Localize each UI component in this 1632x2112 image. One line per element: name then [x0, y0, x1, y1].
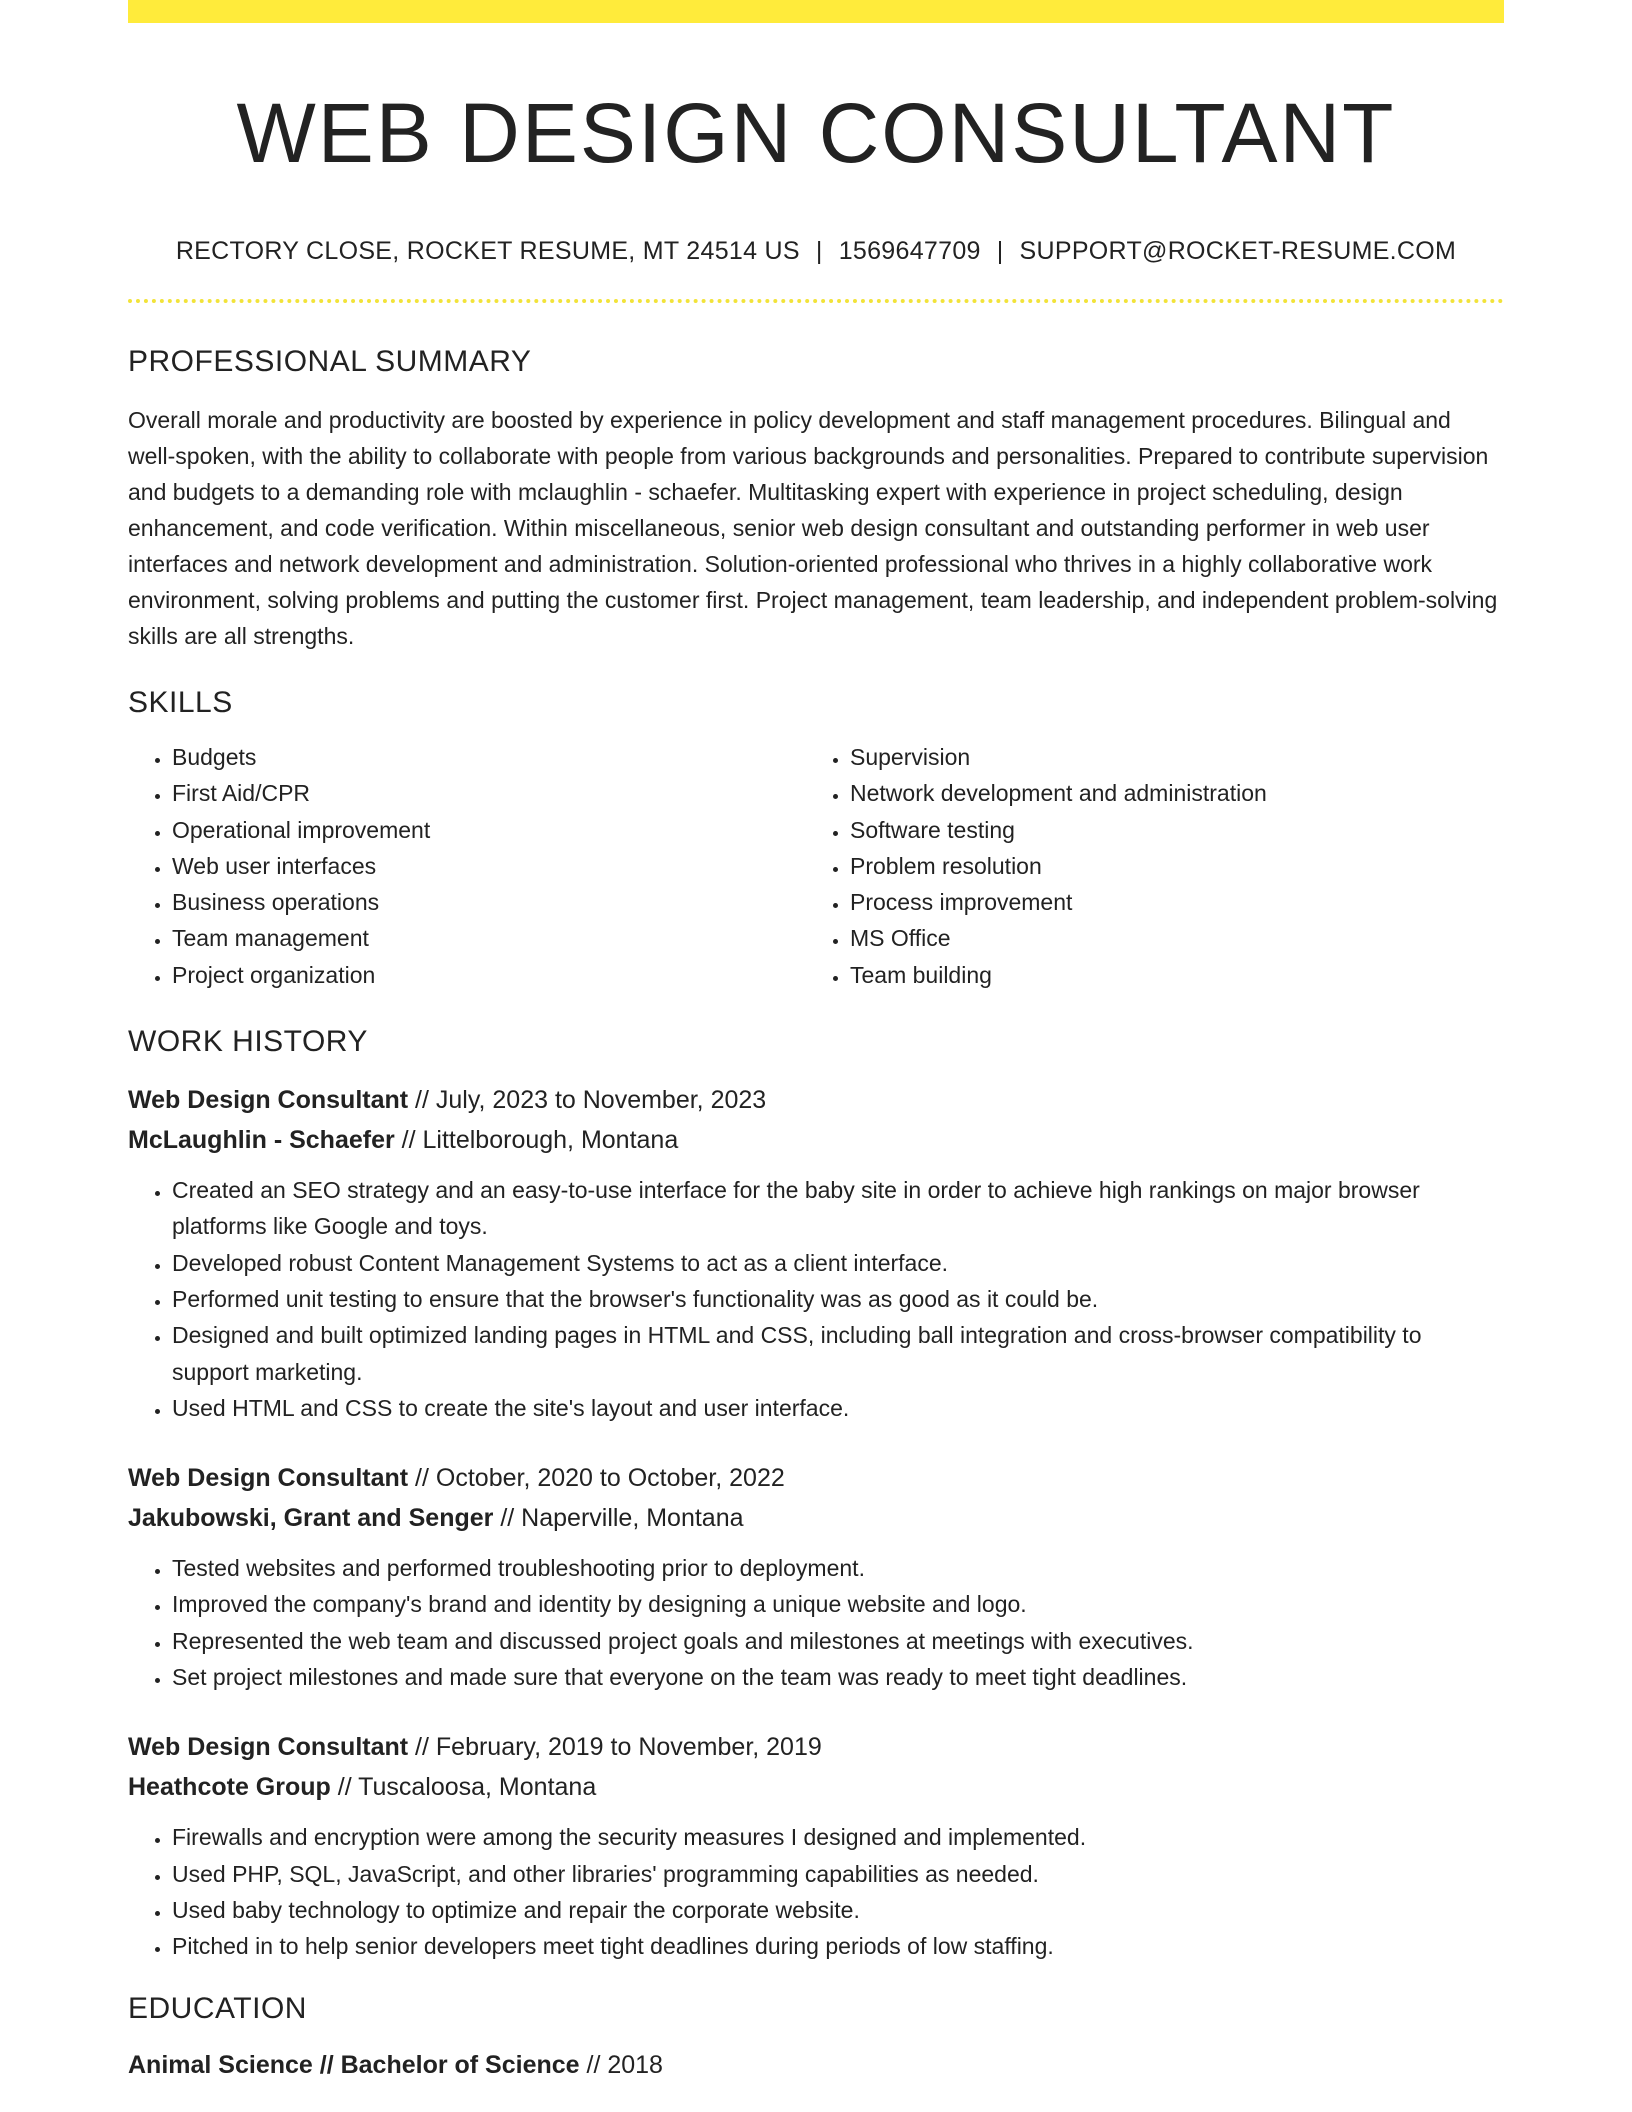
resume-name: WEB DESIGN CONSULTANT — [236, 86, 1396, 180]
job-location: // Littelborough, Montana — [394, 1126, 679, 1155]
skill-item: • Team building — [850, 957, 1484, 993]
job-title-line — [128, 1727, 1504, 1767]
job-company: McLaughlin - Schaefer — [128, 1126, 395, 1155]
skill-item: • Team management — [172, 920, 806, 956]
skill-item: • MS Office — [850, 920, 1484, 956]
job-position: Web Design Consultant — [128, 1733, 409, 1762]
job-bullet: • Created an SEO strategy and an easy-to-use interface for the baby site in order to achieve high rankings on major browser platforms like Google and toys. — [172, 1172, 1504, 1245]
education-entry — [128, 2045, 1504, 2085]
education-degree: Animal Science // Bachelor of Science — [128, 2050, 580, 2079]
job-bullets — [128, 1819, 1504, 1964]
job-bullet: • Designed and built optimized landing pages in HTML and CSS, including ball integration and cross-browser compatibility to support marketing. — [172, 1317, 1504, 1390]
job-bullet: • Developed robust Content Management Systems to act as a client interface. — [172, 1245, 1504, 1281]
skill-item: • Budgets — [172, 739, 806, 775]
skill-item: • Software testing — [850, 812, 1484, 848]
job-company-line — [128, 1498, 1504, 1538]
education-year: // 2018 — [579, 2050, 663, 2079]
job-company-line — [128, 1767, 1504, 1807]
summary-text: Overall morale and productivity are boosted by experience in policy development and staff management procedures. Bilingual and well-spoken, with the ability to collaborate with people from various backgrounds and personalities. Prepared to contribute supervision and budgets to a demanding role with mclaughlin - schaefer. Multitasking expert with experience in project scheduling, design enhancement, and code verification. Within miscellaneous, senior web design consultant and outstanding performer in web user interfaces and network development and administration. Solution-oriented professional who thrives in a highly collaborative work environment, solving problems and putting the customer first. Project management, team leadership, and independent problem-solving skills are all strengths. — [128, 407, 1498, 649]
job-position: Web Design Consultant — [128, 1086, 409, 1115]
job-bullet: • Used PHP, SQL, JavaScript, and other libraries' programming capabilities as needed. — [172, 1856, 1504, 1892]
job-bullet: • Represented the web team and discussed project goals and milestones at meetings with executives. — [172, 1623, 1504, 1659]
job-entry — [128, 1080, 1504, 1426]
skill-item: • Network development and administration — [850, 775, 1484, 811]
skill-item: • Problem resolution — [850, 848, 1484, 884]
job-bullet: • Tested websites and performed troubleshooting prior to deployment. — [172, 1550, 1504, 1586]
resume-page — [128, 0, 1504, 2085]
job-location: // Naperville, Montana — [493, 1504, 744, 1533]
contact-phone: 1569647709 — [838, 237, 981, 265]
skills-column-left — [128, 739, 806, 993]
skill-item: • Process improvement — [850, 884, 1484, 920]
skill-item: • Business operations — [172, 884, 806, 920]
job-company: Heathcote Group — [128, 1773, 331, 1802]
job-bullet: • Improved the company's brand and identity by designing a unique website and logo. — [172, 1586, 1504, 1622]
skills-list — [128, 739, 1504, 993]
skills-heading: SKILLS — [128, 686, 233, 719]
job-bullets — [128, 1172, 1504, 1426]
header-divider — [128, 299, 1504, 303]
skill-item: • First Aid/CPR — [172, 775, 806, 811]
skill-item: • Operational improvement — [172, 812, 806, 848]
job-company-line — [128, 1120, 1504, 1160]
job-bullet: • Pitched in to help senior developers meet tight deadlines during periods of low staffing. — [172, 1928, 1504, 1964]
job-entry — [128, 1727, 1504, 1964]
job-position: Web Design Consultant — [128, 1464, 409, 1493]
contact-line — [128, 235, 1504, 267]
job-bullet: • Used HTML and CSS to create the site's layout and user interface. — [172, 1390, 1504, 1426]
job-title-line — [128, 1080, 1504, 1120]
job-company: Jakubowski, Grant and Senger — [128, 1504, 494, 1533]
skill-item: • Web user interfaces — [172, 848, 806, 884]
work-history-heading: WORK HISTORY — [128, 1025, 368, 1059]
job-dates: // July, 2023 to November, 2023 — [408, 1086, 767, 1115]
job-bullets — [128, 1550, 1504, 1695]
accent-bar — [128, 0, 1504, 23]
contact-separator: | — [815, 237, 823, 265]
job-location: // Tuscaloosa, Montana — [330, 1773, 597, 1802]
contact-separator: | — [996, 237, 1004, 265]
skill-item: • Project organization — [172, 957, 806, 993]
contact-email: SUPPORT@ROCKET-RESUME.COM — [1019, 237, 1457, 265]
skill-item: • Supervision — [850, 739, 1484, 775]
job-title-line — [128, 1458, 1504, 1498]
contact-address: RECTORY CLOSE, ROCKET RESUME, MT 24514 US — [175, 237, 800, 265]
job-bullet: • Firewalls and encryption were among the security measures I designed and implemented. — [172, 1819, 1504, 1855]
job-bullet: • Used baby technology to optimize and repair the corporate website. — [172, 1892, 1504, 1928]
job-entry — [128, 1458, 1504, 1695]
job-dates: // February, 2019 to November, 2019 — [408, 1733, 822, 1762]
job-bullet: • Set project milestones and made sure that everyone on the team was ready to meet tight deadlines. — [172, 1659, 1504, 1695]
summary-heading: PROFESSIONAL SUMMARY — [128, 345, 532, 378]
education-heading: EDUCATION — [128, 1991, 307, 2025]
skills-column-right — [806, 739, 1484, 993]
job-dates: // October, 2020 to October, 2022 — [408, 1464, 785, 1493]
job-bullet: • Performed unit testing to ensure that the browser's functionality was as good as it could be. — [172, 1281, 1504, 1317]
